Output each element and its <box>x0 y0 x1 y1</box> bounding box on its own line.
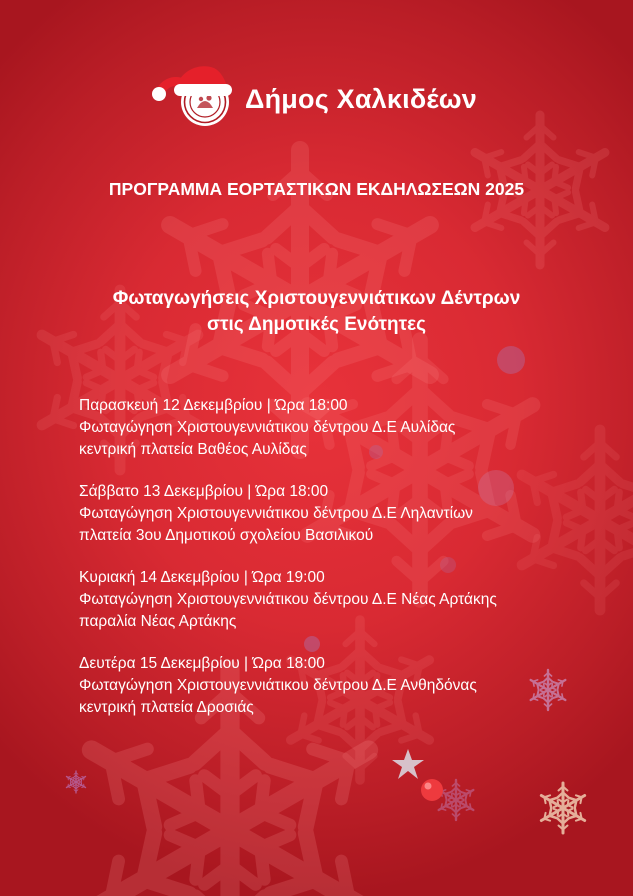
event-series-title-line: Φωταγωγήσεις Χριστουγεννιάτικων Δέντρων <box>112 288 521 309</box>
event-item <box>79 653 619 719</box>
event-item <box>79 567 619 633</box>
program-title: ΠΡΟΓΡΑΜΜΑ ΕΟΡΤΑΣΤΙΚΩΝ ΕΚΔΗΛΩΣΕΩΝ 2025 <box>108 179 525 199</box>
event-title: Φωταγώγηση Χριστουγεννιάτικου δέντρου Δ.Ε Αυλίδας <box>79 419 456 436</box>
event-title: Φωταγώγηση Χριστουγεννιάτικου δέντρου Δ.Ε Ανθηδόνας <box>79 677 477 694</box>
santa-hat-icon <box>152 66 232 101</box>
event-series-title <box>0 286 633 338</box>
event-series-title-line: στις Δημοτικές Ενότητες <box>206 314 427 335</box>
event-datetime: Δευτέρα 15 Δεκεμβρίου | Ώρα 18:00 <box>79 655 325 672</box>
bokeh-circle <box>497 346 525 374</box>
snowflake-icon <box>539 783 588 833</box>
event-title: Φωταγώγηση Χριστουγεννιάτικου δέντρου Δ.Ε Νέας Αρτάκης <box>79 591 497 608</box>
event-location: παραλία Νέας Αρτάκης <box>79 613 237 630</box>
event-item <box>79 481 619 547</box>
municipal-logo <box>150 58 240 130</box>
star-icon <box>392 749 424 779</box>
snowflake-icon <box>65 771 86 793</box>
event-location: κεντρική πλατεία Βαθέος Αυλίδας <box>79 441 307 458</box>
event-datetime: Παρασκευή 12 Δεκεμβρίου | Ώρα 18:00 <box>79 397 348 414</box>
snowflake-icon <box>436 780 475 820</box>
event-datetime: Σάββατο 13 Δεκεμβρίου | Ώρα 18:00 <box>79 483 329 500</box>
ornament-ball-shine <box>425 783 432 790</box>
municipality-name: Δήμος Χαλκιδέων <box>245 84 478 114</box>
event-location: κεντρική πλατεία Δροσιάς <box>79 699 254 716</box>
event-datetime: Κυριακή 14 Δεκεμβρίου | Ώρα 19:00 <box>79 569 325 586</box>
events-list <box>79 395 619 739</box>
ornament-ball-icon <box>421 779 443 801</box>
event-title: Φωταγώγηση Χριστουγεννιάτικου δέντρου Δ.Ε Ληλαντίων <box>79 505 473 522</box>
event-location: πλατεία 3ου Δημοτικού σχολείου Βασιλικού <box>79 527 374 544</box>
event-item <box>79 395 619 461</box>
